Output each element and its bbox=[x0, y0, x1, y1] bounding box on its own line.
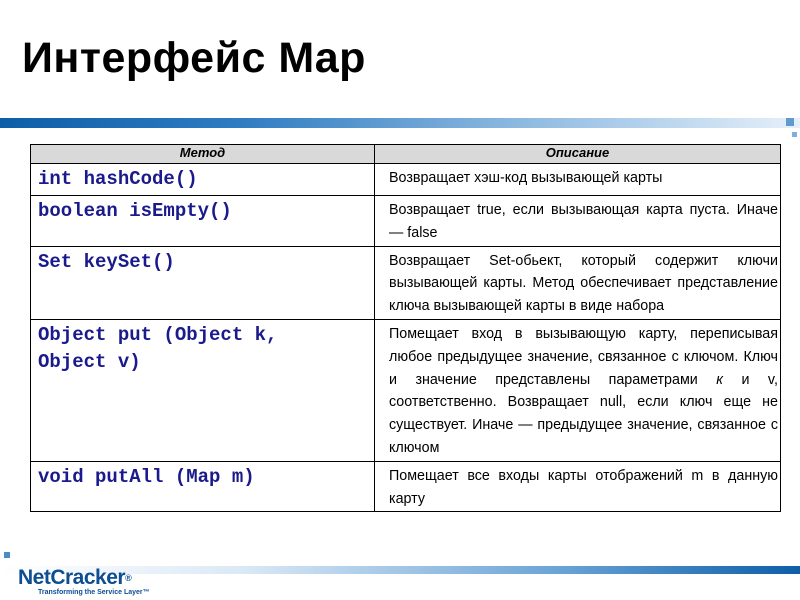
column-header-method: Метод bbox=[31, 145, 375, 164]
param-v: v bbox=[767, 371, 775, 388]
method-cell bbox=[31, 196, 375, 247]
description-cell: Возвращает Set-обьект, который содержит ключи вызывающей карты. Метод обеспечивает представление ключа вызывающей карты в виде набора bbox=[375, 246, 781, 319]
method-signature: int hashCode() bbox=[38, 168, 198, 190]
method-signature-line: Object v) bbox=[38, 350, 141, 373]
description-text: Помещает вход в вызывающую карту, переписывая любое предыдущее значение, связанное с ключом. Ключ и значение представлены параметрами bbox=[389, 325, 778, 388]
table-row bbox=[31, 196, 781, 247]
table-row bbox=[31, 319, 781, 461]
description-text: , соответственно. Возвращает null, если ключ еще не существует. Иначе — предыдущее значение, связанное с ключом bbox=[389, 371, 778, 456]
column-header-description: Описание bbox=[375, 145, 781, 164]
method-cell bbox=[31, 164, 375, 196]
method-cell bbox=[31, 461, 375, 512]
top-decorative-band bbox=[0, 118, 800, 128]
table-row bbox=[31, 461, 781, 512]
table-header-row bbox=[31, 145, 781, 164]
description-cell: Помещает все входы карты отображений m в данную карту bbox=[375, 461, 781, 512]
method-signature: boolean isEmpty() bbox=[38, 200, 232, 222]
decorative-square bbox=[4, 552, 10, 558]
method-signature-line: Object put (Object k, bbox=[38, 323, 278, 346]
method-signature: void putAll (Map m) bbox=[38, 465, 255, 488]
slide-title: Интерфейс Map bbox=[22, 34, 366, 82]
description-text: и bbox=[723, 371, 768, 388]
description-cell: Возвращает true, если вызывающая карта пуста. Иначе — false bbox=[375, 196, 781, 247]
method-cell bbox=[31, 319, 375, 461]
table-row bbox=[31, 164, 781, 196]
table-row bbox=[31, 246, 781, 319]
method-cell bbox=[31, 246, 375, 319]
netcracker-logo bbox=[18, 568, 150, 596]
method-signature: Set keySet() bbox=[38, 250, 175, 273]
decorative-square bbox=[786, 118, 794, 126]
methods-table bbox=[30, 144, 781, 512]
description-cell: Возвращает хэш-код вызывающей карты bbox=[375, 164, 781, 196]
logo-wordmark: NetCracker® bbox=[18, 566, 132, 589]
logo-tagline: Transforming the Service Layer™ bbox=[38, 589, 150, 596]
decorative-square bbox=[792, 132, 797, 137]
param-k: к bbox=[716, 371, 723, 388]
description-cell bbox=[375, 319, 781, 461]
